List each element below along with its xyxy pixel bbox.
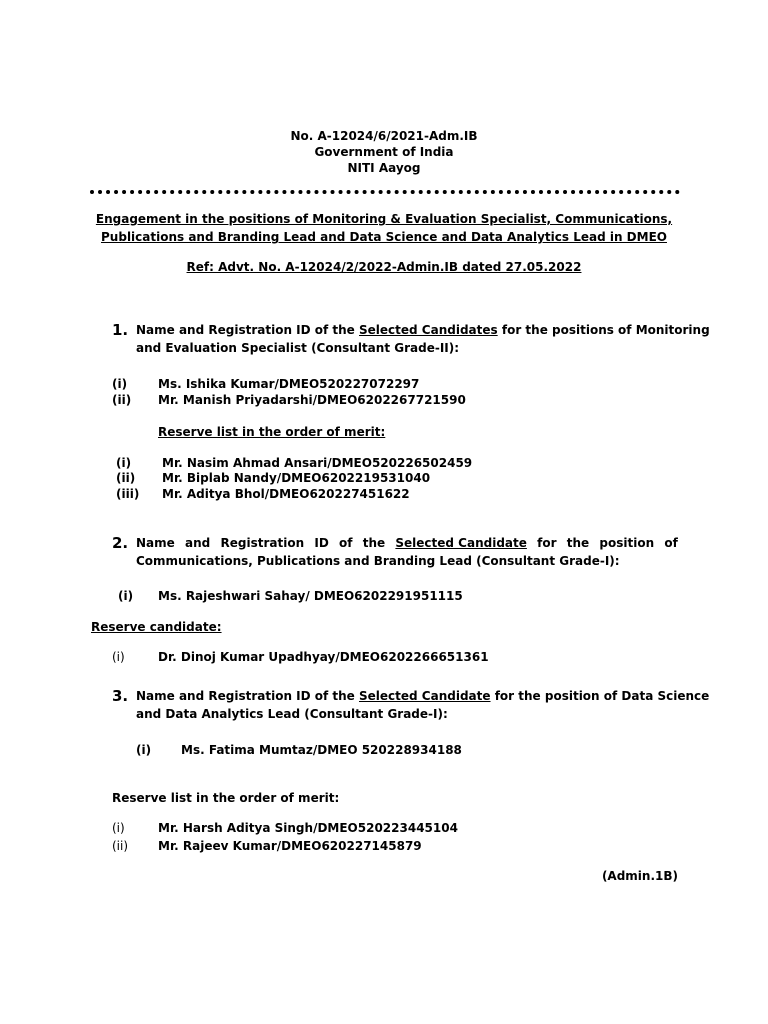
government-label: Government of India	[314, 145, 454, 159]
reserve-candidate-name: Mr. Aditya Bhol/DMEO620227451622	[162, 487, 410, 501]
reserve-candidate-heading: Reserve candidate:	[91, 620, 222, 634]
selected-candidates-label: Selected Candidates	[359, 323, 498, 337]
list-index: (i)	[136, 743, 152, 757]
reserve-candidate-name: Mr. Harsh Aditya Singh/DMEO520223445104	[158, 821, 458, 835]
list-index: (ii)	[116, 471, 136, 485]
section-2-intro: Name and Registration ID of the Selected Candidate for the position of	[136, 536, 678, 550]
list-index: (i)	[112, 377, 128, 391]
organization-name: NITI Aayog	[347, 161, 421, 175]
reserve-candidate-name: Mr. Biplab Nandy/DMEO6202219531040	[162, 471, 431, 485]
candidate-name: Ms. Ishika Kumar/DMEO520227072297	[158, 377, 420, 391]
subject-line-2: Publications and Branding Lead and Data Science and Data Analytics Lead in DMEO	[101, 230, 667, 244]
list-index: (i)	[118, 589, 134, 603]
reserve-list-heading: Reserve list in the order of merit:	[112, 791, 340, 805]
section-3-number: 3.	[112, 687, 129, 705]
reference-line: Ref: Advt. No. A-12024/2/2022-Admin.IB dated 27.05.2022	[186, 260, 582, 274]
footer-signature: (Admin.1B)	[601, 869, 678, 883]
list-index: (iii)	[116, 487, 140, 501]
section-2-number: 2.	[112, 534, 129, 552]
section-3-intro-line-2: and Data Analytics Lead (Consultant Grade-I):	[136, 707, 448, 721]
section-1-intro-line-2: and Evaluation Specialist (Consultant Grade-II):	[136, 341, 460, 355]
subject-line-1: Engagement in the positions of Monitoring & Evaluation Specialist, Communications,	[95, 212, 673, 226]
candidate-name: Mr. Manish Priyadarshi/DMEO6202267721590	[158, 393, 466, 407]
file-number: No. A-12024/6/2021-Adm.IB	[290, 129, 478, 143]
section-1-number: 1.	[112, 321, 129, 339]
selected-candidate-label: Selected Candidate	[359, 689, 491, 703]
candidate-name: Ms. Fatima Mumtaz/DMEO 520228934188	[181, 743, 462, 757]
section-2-intro-line-2: Communications, Publications and Branding Lead (Consultant Grade-I):	[136, 554, 620, 568]
reserve-candidate-name: Mr. Rajeev Kumar/DMEO620227145879	[158, 839, 422, 853]
list-index: (i)	[116, 456, 132, 470]
candidate-name: Ms. Rajeshwari Sahay/ DMEO6202291951115	[158, 589, 463, 603]
list-index: (i)	[112, 821, 125, 835]
list-index: (ii)	[112, 393, 132, 407]
selected-candidate-label: Selected Candidate	[395, 536, 527, 550]
list-index: (i)	[112, 650, 125, 664]
dotted-divider	[90, 190, 680, 194]
section-3-intro: Name and Registration ID of the Selected Candidate for the position of Data Science	[136, 689, 710, 703]
list-index: (ii)	[112, 839, 129, 853]
reserve-candidate-name: Dr. Dinoj Kumar Upadhyay/DMEO6202266651361	[158, 650, 489, 664]
reserve-candidate-name: Mr. Nasim Ahmad Ansari/DMEO520226502459	[162, 456, 473, 470]
reserve-list-heading: Reserve list in the order of merit:	[158, 425, 386, 439]
section-1-intro: Name and Registration ID of the Selected Candidates for the positions of Monitoring	[136, 323, 710, 337]
